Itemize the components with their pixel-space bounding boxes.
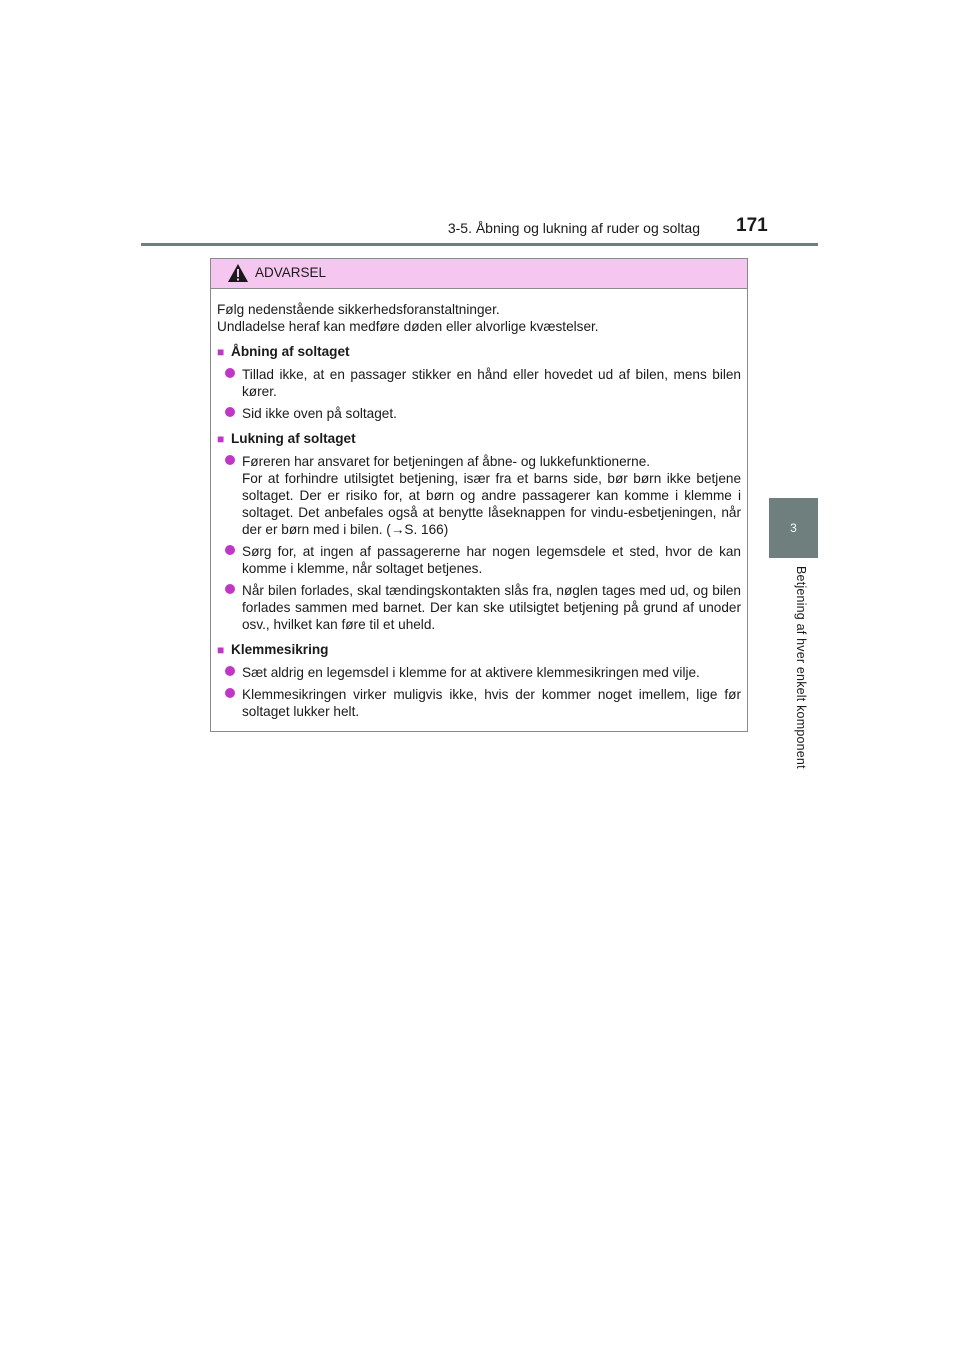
page-number: 171 (736, 215, 768, 236)
round-bullet-icon (225, 455, 238, 468)
square-bullet-icon: ■ (217, 643, 225, 657)
list-item-text (238, 453, 741, 538)
round-bullet-icon (225, 407, 238, 420)
list-item (217, 543, 741, 577)
round-bullet-icon (225, 584, 238, 597)
section-heading-text: Lukning af soltaget (231, 431, 356, 446)
list-item (217, 366, 741, 400)
round-bullet-icon (225, 368, 238, 381)
list-item-text: Sæt aldrig en legemsdel i klemme for at aktivere klemmesikringen med vilje. (242, 665, 700, 680)
header-divider (141, 243, 818, 246)
round-bullet-icon (225, 545, 238, 558)
section-heading (217, 430, 741, 448)
list-item-text: Sørg for, at ingen af passagererne har nogen legemsdele et sted, hvor de kan komme i klemme, når soltaget betjenes. (242, 544, 741, 576)
square-bullet-icon: ■ (217, 432, 225, 446)
intro-line: Følg nedenstående sikkerhedsforanstaltninger. (217, 302, 500, 317)
list-item-text: Klemmesikringen virker muligvis ikke, hvis der kommer noget imellem, lige før soltaget lukker helt. (242, 687, 741, 719)
intro-line: Undladelse heraf kan medføre døden eller alvorlige kvæstelser. (217, 319, 599, 334)
list-item-paragraph: Føreren har ansvaret for betjeningen af åbne- og lukkefunktionerne. (242, 454, 651, 469)
round-bullet-icon (225, 688, 238, 701)
section-heading-text: Åbning af soltaget (231, 344, 350, 359)
warning-title: ADVARSEL (255, 265, 327, 280)
list-item-text: Sid ikke oven på soltaget. (242, 406, 397, 421)
chapter-number: 3 (790, 521, 797, 535)
list-item (217, 453, 741, 538)
warning-body (211, 289, 747, 720)
section-heading-text: Klemmesikring (231, 642, 329, 657)
list-item (217, 664, 741, 681)
warning-intro (217, 301, 741, 335)
list-item-text: Tillad ikke, at en passager stikker en hånd eller hovedet ud af bilen, mens bilen kører. (242, 367, 741, 399)
square-bullet-icon: ■ (217, 345, 225, 359)
list-item (217, 686, 741, 720)
section-title: 3-5. Åbning og lukning af ruder og soltag (447, 220, 700, 236)
section-heading (217, 343, 741, 361)
round-bullet-icon (225, 666, 238, 679)
section-heading (217, 641, 741, 659)
chapter-tab (769, 498, 818, 558)
chapter-label: Betjening af hver enkelt komponent (794, 566, 808, 769)
warning-box (210, 258, 748, 732)
warning-triangle-icon (227, 263, 249, 283)
list-item-paragraph: For at forhindre utilsigtet betjening, især fra et barns side, bør børn ikke betjene soltaget. Der er risiko for, at børn og andre passagerer kan komme i klemme i soltaget. Det anbefales også at benytte låseknappen for vindu-esbetjeningen, når der er børn med i bilen. (→S. 166) (242, 471, 741, 537)
list-item (217, 582, 741, 633)
list-item-text: Når bilen forlades, skal tændingskontakten slås fra, nøglen tages med ud, og bilen forlades sammen med barnet. Der kan ske utilsigtet betjening på grund af unoder osv., hvilket kan føre til et uheld. (242, 583, 741, 632)
warning-header (211, 259, 747, 289)
list-item (217, 405, 741, 422)
